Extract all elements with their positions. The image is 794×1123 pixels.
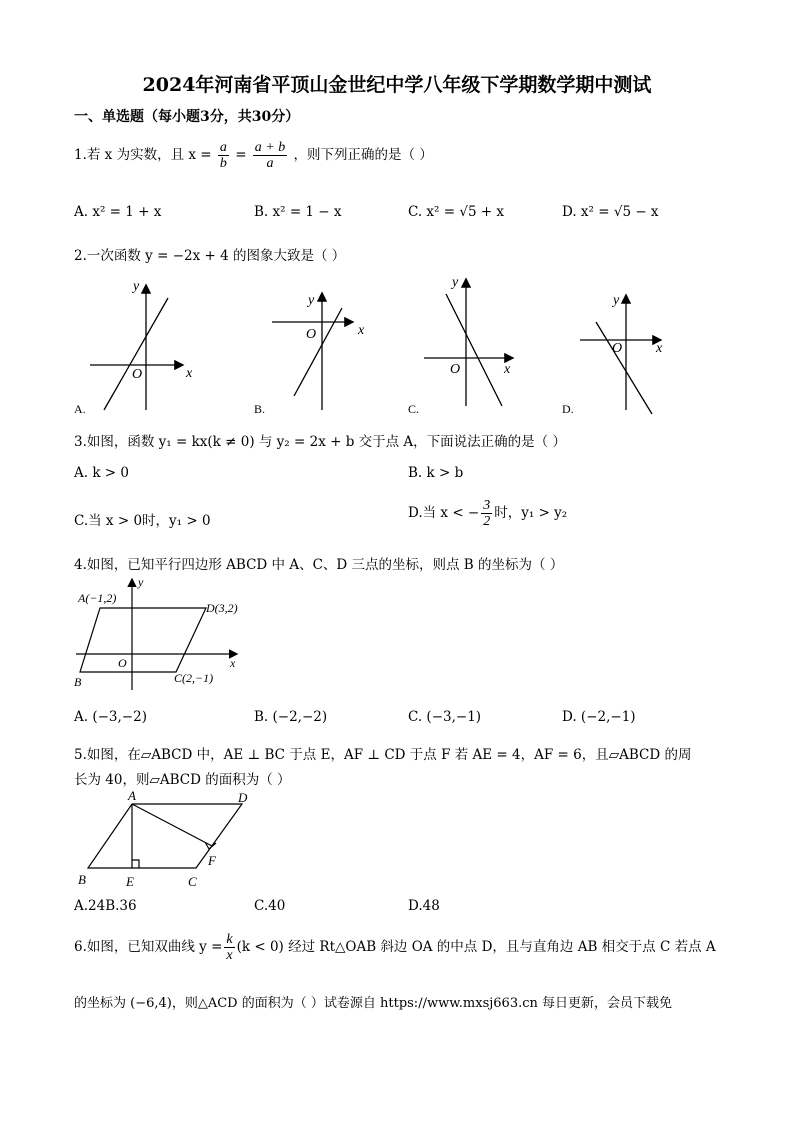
q5-point-b: B <box>78 872 86 887</box>
q6-f-den: x <box>226 948 233 963</box>
q3-d-fraction <box>481 498 492 529</box>
graph-c <box>424 280 512 406</box>
graph-a-label: A. <box>74 402 86 416</box>
section-heading: 一、单选题（每小题3分，共30分） <box>74 109 300 125</box>
q4-point-a: A(−1,2) <box>78 591 117 605</box>
graph-d-y-label: y <box>613 293 620 308</box>
graph-c-x-label: x <box>504 362 511 377</box>
q1-option-b: B. x² = 1 − x <box>254 204 342 220</box>
q5-point-a: A <box>128 788 136 803</box>
graph-a-y-label: y <box>133 279 140 294</box>
q4-y-label: y <box>138 575 144 589</box>
q3-option-d <box>408 498 567 529</box>
q4-parallelogram-figure <box>70 574 260 692</box>
q1-option-d: D. x² = √5 − x <box>562 204 659 220</box>
question-6-line-1 <box>74 932 716 963</box>
q4-point-c: C(2,−1) <box>174 671 214 685</box>
q5-option-c: C.40 <box>254 898 286 914</box>
q1-f1-num: a <box>219 140 227 155</box>
q6-prefix: 6.如图，已知双曲线 y = <box>74 939 223 955</box>
q1-option-a: A. x² = 1 + x <box>74 204 162 220</box>
question-5-line-2: 长为 40，则▱ABCD 的面积为（ ） <box>74 772 291 788</box>
q4-option-d: D. (−2,−1) <box>562 709 636 725</box>
q1-f1-den: b <box>219 156 227 171</box>
q4-option-a: A. (−3,−2) <box>74 709 147 725</box>
graph-c-origin: O <box>450 362 461 377</box>
question-2-stem: 2.一次函数 y = −2x + 4 的图象大致是（ ） <box>74 248 346 264</box>
question-6-line-2: 的坐标为 (−6,4)，则△ACD 的面积为（ ）试卷源自 https://www.mxsj663.cn 每日更新，会员下载免 <box>74 996 673 1011</box>
graph-b-x-label: x <box>358 323 365 338</box>
graph-d-origin: O <box>612 341 623 356</box>
graph-a <box>90 286 182 410</box>
q5-point-f: F <box>208 853 216 868</box>
graph-b-origin: O <box>306 327 317 342</box>
question-5-line-1: 5.如图，在▱ABCD 中，AE ⊥ BC 于点 E，AF ⊥ CD 于点 F 若 AE = 4，AF = 6，且▱ABCD 的周 <box>74 747 692 763</box>
q1-fraction-1 <box>218 140 229 171</box>
q3-option-b: B. k > b <box>408 465 464 481</box>
question-4-stem: 4.如图，已知平行四边形 ABCD 中 A、C、D 三点的坐标，则点 B 的坐标为（ ） <box>74 557 564 573</box>
q6-fraction <box>224 932 234 963</box>
q5-point-d: D <box>238 790 248 805</box>
q4-option-c: C. (−3,−1) <box>408 709 482 725</box>
graph-c-label: C. <box>408 402 420 416</box>
question-3-stem: 3.如图，函数 y₁ = kx(k ≠ 0) 与 y₂ = 2x + b 交于点 A，下面说法正确的是（ ） <box>74 434 566 450</box>
q1-f2-num: a + b <box>254 140 286 155</box>
q6-suffix: (k < 0) 经过 Rt△OAB 斜边 OA 的中点 D，且与直角边 AB 相交于点 C 若点 A <box>236 939 716 955</box>
q6-f-num: k <box>226 932 233 947</box>
q1-prefix: 1.若 x 为实数，且 x = <box>74 147 212 163</box>
q3-d-prefix: D.当 x < − <box>408 505 480 521</box>
q5-point-e: E <box>126 874 134 889</box>
question-1-stem <box>74 140 433 171</box>
q5-option-ab: A.24B.36 <box>74 898 137 914</box>
q1-f2-den: a <box>266 156 274 171</box>
q5-point-c: C <box>188 874 197 889</box>
graph-b <box>272 294 352 410</box>
q1-suffix: ，则下列正确的是（ ） <box>293 147 433 163</box>
q1-equals: = <box>235 147 247 163</box>
graph-a-x-label: x <box>186 366 193 381</box>
q4-origin: O <box>118 656 127 670</box>
graph-d-label: D. <box>562 402 574 416</box>
q4-point-b: B <box>74 675 82 689</box>
q4-point-d: D(3,2) <box>206 601 238 615</box>
q3-option-c: C.当 x > 0时，y₁ > 0 <box>74 513 211 529</box>
q2-graphs <box>0 272 794 422</box>
page-title: 2024年河南省平顶山金世纪中学八年级下学期数学期中测试 <box>142 74 652 96</box>
q1-fraction-2 <box>253 140 287 171</box>
graph-a-origin: O <box>132 367 143 382</box>
q4-x-label: x <box>230 656 236 670</box>
graph-b-label: B. <box>254 402 266 416</box>
graph-c-y-label: y <box>452 275 459 290</box>
graph-d-x-label: x <box>656 341 663 356</box>
q3-d-suffix: 时，y₁ > y₂ <box>494 505 568 521</box>
q5-parallelogram-figure <box>70 788 260 894</box>
q5-option-d: D.48 <box>408 898 440 914</box>
q3-option-a: A. k > 0 <box>74 465 129 481</box>
q1-option-c: C. x² = √5 + x <box>408 204 505 220</box>
q4-option-b: B. (−2,−2) <box>254 709 328 725</box>
graph-b-y-label: y <box>308 293 315 308</box>
q3-d-num: 3 <box>483 498 491 513</box>
q3-d-den: 2 <box>483 514 491 529</box>
